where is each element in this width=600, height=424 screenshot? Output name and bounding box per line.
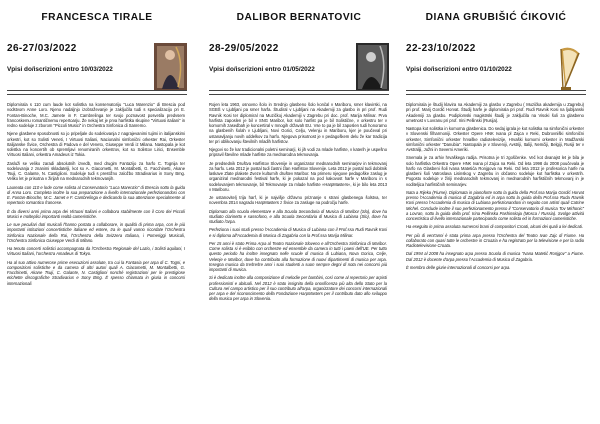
harp-photo xyxy=(553,43,586,91)
artist-name: DALIBOR BERNATOVIC xyxy=(236,12,362,23)
bio-paragraph-it: Laureata con 110 e lode come solista al Conservatorio "Luca Marenzio" di Brescia sotto la guida di Anna Loro. Completa inoltre la sua preparazione a livello internazionale perfezionandosi con E. Fontan-Binoche, M.C. Jamet e F. Cambrelinga e dedicando la sua attenzione specialmente al repertorio romantico francese. xyxy=(7,184,185,206)
bio-paragraph-it: È da diversi anni prima arpa dei Virtuosi Italiani e collabora stabilmente con il Coro dei Piccoli Musici e molteplici importanti realtà cameristiche. xyxy=(7,208,185,219)
divider xyxy=(7,94,187,95)
bio-paragraph-it: Le sue peculiari doti musicali l'hanno portata a collaborare, in qualità di prima arpa, con le più importanti istituzioni concertistiche italiane ed estere, tra le quali vanno ricordate l'Orchestra Sinfonica Nazionale della Rai, l'Orchestra della Svizzera Italiana, i Pomeriggi Musicali, l'Orchestra Sinfonica Giuseppe Verdi di Milano. xyxy=(7,222,185,243)
registration-deadline: Vpisi do/iscrizioni entro 10/03/2022 xyxy=(7,66,113,73)
bio-paragraph-sl: Je predsednik Društva Harfistov Slovenije in organizator mednarodnih seminarjev in tekmovanj za harfo. Leta 2012 je postal tudi častni član Harfistov Slovenije. Leta 2012 je postal tudi dobitnik laskave Zlate plakete Zveze kulturnih društev Maribor. Na primeru njegove pedagoške zaslug je organiziral mednarodni festival harfe, ki je pokazal na pod kakovost harfe v Mariboru in s sodelovanjem tekmovanje, bil Tekmovanje za mlade harfiste »HarpMasters«, ki je bilo leta 2013 v Mariboru. xyxy=(209,160,387,192)
bio-paragraph-sl: Diplomirala s 110 cum laude kot solistka na konservatoriju "Luca Marenzio" di Brescia pod vodstvom Anne Loro. Njeno nadaljnjo izobraževanje je zaključila tudi s specializacijo pri E. Fontan-Binoche, M.C. Jamete in F. Cambrelinga ter svojo poznavost posvetila predvsem francoskemu romantičnemu repertoarju. Že nekaj let je prva harfistka skupine "Virtuosi italiani" in redno sodeluje z zborom "Piccoli Musici" in Orchestra Sinfonica di Sanremo. xyxy=(7,102,185,128)
divider xyxy=(406,94,586,95)
bio-paragraph-it: Diplomato alla scuola elementare e alla Scuola Secondaria di Musica di Maribor (Slo), dove ha studiato clarinetto e sassofono, e alla Scuola Secondaria di Musica di Lubiana (Slo), dove ha studiato l'arpa. xyxy=(209,208,387,224)
course-dates: 22-23/10/2022 xyxy=(406,43,476,54)
bio-paragraph-sl: Njegovi so že kar tradicionalni poletni seminarji, ki jih vodi za mlade harfiste, v katerih je uspešno pripravil številne mlade harfiste za mednarodna tekmovanja. xyxy=(209,147,387,158)
artist-photo xyxy=(356,43,389,91)
biography xyxy=(209,102,387,305)
bio-paragraph-it: Si è dedicato inoltre alla composizione di melodie per bambini, così come al repertorio per arpisti professionisti e abituali. Nel 2012 è stato insignito della onorificenza più alta dello Stato per la Cultura nel campo artistico per il suo contributo all'arpa, organizzatore dei concorsi internazionali per arpa e del riconoscimento della Fondazione HarpMasters per il contributo dato allo sviluppo della musica per arpa in Slovenia. xyxy=(209,275,387,302)
divider xyxy=(406,90,586,91)
registration-deadline: Vpisi do/iscrizioni entro 01/10/2022 xyxy=(406,66,512,73)
artist-column-bernatovic xyxy=(209,10,389,302)
divider xyxy=(209,90,389,91)
biography xyxy=(7,102,185,289)
bio-paragraph-it: Ha eseguito in prima assoluta numerosi brani di compositori Croati, alcuni dei quali a lei dedicati. xyxy=(406,224,583,230)
course-dates: 28-29/05/2022 xyxy=(209,43,279,54)
artist-photo xyxy=(154,43,187,91)
bio-paragraph-it: Dal 1994 al 2008 ha insegnato arpa presso Scuola di musica "Ivana Matetić Ronjgov" a Fiume. Dal 2012 è docente d'arpa presso l'Accademia di Musica di Zagabria. xyxy=(406,251,584,262)
bio-paragraph-sl: Zasluži se veliko zaradi absolutnih izvedb, med drugim Fantazijo za harfo C. Tognija ter sodelovanja z znanimi skladatelji, kot so A. Giacometti, M. Montalbetti, G. Facchinetti, Akane Tsuji, C. Galante, N. Castiglioni. Sodeluje tudi s prestižno založbo Stradivarius in Sony Bmg. Veliko let je prisotna v žirijah na mednarodnih tekmovanjih. xyxy=(7,160,185,182)
bio-paragraph-it: Nata a Rijeka (Fiume). Diplomata in pianoforte sotto la guida della Prof.ssa Marija Gordić Horvat presso l'Accademia di musica di Zagabria ed in arpa sotto la guida della Prof.ssa Ruda Ravnik Kosi presso l'Accademia di musica di Lubiana perfezionandosi in seguito con artisti quali Catrine Michel. Conclude inoltre il suo perfezionamento presso il "Conservatorio di musica Tov Mirhonic" a Lovran, sotto la guida della prof. Irina Pellinska Pashinskaja (Mosca / Russia). Svolge attività concertistica di livello internazionale partecipando come solista ed in formazioni cameristiche. xyxy=(406,189,584,221)
bio-paragraph-it: È membro delle giurie internazionali di concorsi per arpa. xyxy=(406,264,511,270)
bio-paragraph-sl: Njene glasbene sposobnosti so jo pripeljale do sodelovanja z nagrajevanimi tujimi in italijanskimi orkestri, kot so Solisti Veneti, I Virtuosi Italiani, Nacionalni simfonični orkester Rai, Orkester Italijanske Švice, Orchestra di Padova e del Veneto, Giuseppe Verdi iz Milana. Nastopala je kot solistka na koncertih ob spremljavi renomiranih orkestrov, kot so Solistov Lirici, Ensemble Virtuosi Italiani, orkestra Amadeus iz Tokia. xyxy=(7,131,185,158)
biography xyxy=(406,102,584,273)
artist-column-tirale xyxy=(7,10,187,286)
artist-name: FRANCESCA TIRALE xyxy=(41,12,153,23)
course-dates: 26-27/03/2022 xyxy=(7,43,77,54)
registration-deadline: Vpisi do/iscrizioni entro 01/05/2022 xyxy=(209,66,315,73)
bio-paragraph-sl: Snemala je za arhiv hrvaškega radija. Prisotna je tri zgoščenke. Več kot dvanajst let je bila je solo harfistka Orkestra Opere HNK Ivana pl Zajca na Reki. Od leta 1998 do 2008 poučevala je harfo na Glasbeni šoli Ivana Matetića Ronjgova na Reki. Od leta 2012 je profesorica harfe na glasbeni šoli Vatroslava Lisinskog v Zagrebu in občasno sodeluje kot harfistka v orkestrih. Pogosto sodeluje v žiriji mednarodnih tekmovanj in mednarodnih harfističnih tekmovanj in je voditeljica harfističnih seminarjev. xyxy=(406,155,584,187)
bio-paragraph-sl: Diplomirala je študij klavira na Akademiji za glasbo v Zagrebu ( Muzička akademija u Zagrebu) pri prof. Marij Gordić Horvat. Študij harfe je diplomirala pri prof. Rudi Ravnik Kosi na ljubljanski Akademiji za glasbo. Podiplomski magistrski študij je zaključila na Visoki šoli za glasbeno umetnost v Lovranu pri prof. Irini Pellinski (Rusija). xyxy=(406,102,584,123)
bio-paragraph-it: Per più di vent'anni è stata prima arpa presso l'Orchestra del Teatro Ivan Zajc di Fiume. Ha collaborato con quasi tutte le orchestre in Croazia e ha registrato per la televisione e per la radio Radiotelevisione Croata. xyxy=(406,232,584,248)
divider xyxy=(7,90,187,91)
divider xyxy=(209,94,389,95)
bio-paragraph-sl: Je ustanovitelj trija harf, ki je najvišje državno priznanje s strani glasbenega šolstva, ter novembra 2014 nagrado HarpMasters z Švice za zasluge na področju harfe. xyxy=(209,195,387,206)
bio-paragraph-it: Ha al suo attivo numerose prime esecuzioni assolute, tra cui la Fantasia per arpa di C. Togni, e composizioni solistiche e da camera di altri autori quali A. Giacometti, M. Montalbetti, G. Facchinetti, Akane Tsuji, C. Galante, N. Castiglioni nonché registrazioni per le prestigiose etichette discografiche Stradivarius e Sony Bmg. È spesso chiamata in giuria in concorsi internazionali. xyxy=(7,259,185,286)
bio-paragraph-it: Ha tenuto concerti solistici accompagnata da l'Orchestra Regionale del Lazio, i Solisti aquilani, I Virtuosi Italiani, l'orchestra Amadeus di Tokyo. xyxy=(7,246,185,257)
bio-paragraph-sl: Nastopa kot solistka in komorna glasbenica. Do sedaj igrala je kot solistka na simfonični orkester v Slovenski filharmoniji. Orkester Opere HNK Ivana pl Zajca v Reki, Dubrovniški simfonični orkester, Simfonični orkester hrvaške radiotelevizije, Hrvaški komorni orkester in Madžarski simfonični orkester "Danubia". Nastopala je v Sloveniji, Avstriji, Italiji, Nemčiji, Belgiji, Rusiji ter v Avstraliji, Južni in Severni Ameriki. xyxy=(406,126,584,152)
bio-paragraph-it: Perfeziona i suoi studi presso l'Accademia di Musica di Lubiana con il Prof.ssa Rudi Ravnik Kosi e si diploma all'Accademia di Musica di Zagabria con la Prof.ssa Marija Milinar. xyxy=(209,227,387,238)
bio-paragraph-sl: Rojen leta 1963, osnovno šolo in Srednjo glasbeno šolo končal v Mariboru, smer klavirski, na SGBŠ v Ljubljani pa smer harfa. Študiral v Ljubljani na Akademiji za glasbo in pri prof. Rudi Ravnik Kosi ter diplomiral na Muzičkoj Akademiji v Zagrebu pri doc. prof. Marija Milinar. Prva harfista zaposlen je bil v SNG Maribor, kot solo harfist pa je bil Solistične, v orkestru ter v komornih zasedbah je koncertiral v mnogih državah EU. Vse to pa je bil zaposlen tudi honorarno na glasbenih šolah v Ljubljani, Novi Gorici, Celju, Velenju in Mariboru, kjer je poučeval pri ustanavljanju novih oddelkov za harfo. Njegova prisotnost je v pedagoškem delu že kar tradicija ter pri oblikovanju številnih mladih harfistov. xyxy=(209,102,387,144)
artist-column-grubisic-cikovic xyxy=(406,10,586,270)
bio-paragraph-it: Per 15 anni è stato Prima Arpa al Teatro Nazionale Sloveno e all'Orchestra Sinfonica di Maribor. Come solista si è esibito con orchestre ed ensemble da camera in tutti i paesi dell'UE. Per tutto questo periodo ha inoltre insegnato nelle scuole di musica di Lubiana, Nova Gorica, Celje, Velenje e Maribor, dove ha contribuito alla formazione di nuovi dipartimenti di musica per arpa. Insegna musica da tre/tre/tre anni i suoi studenti a suon sempre degni di nota nei concorsi più importanti di musica. xyxy=(209,240,387,272)
artist-name: DIANA GRUBIŠIĆ ĆIKOVIĆ xyxy=(425,12,567,23)
